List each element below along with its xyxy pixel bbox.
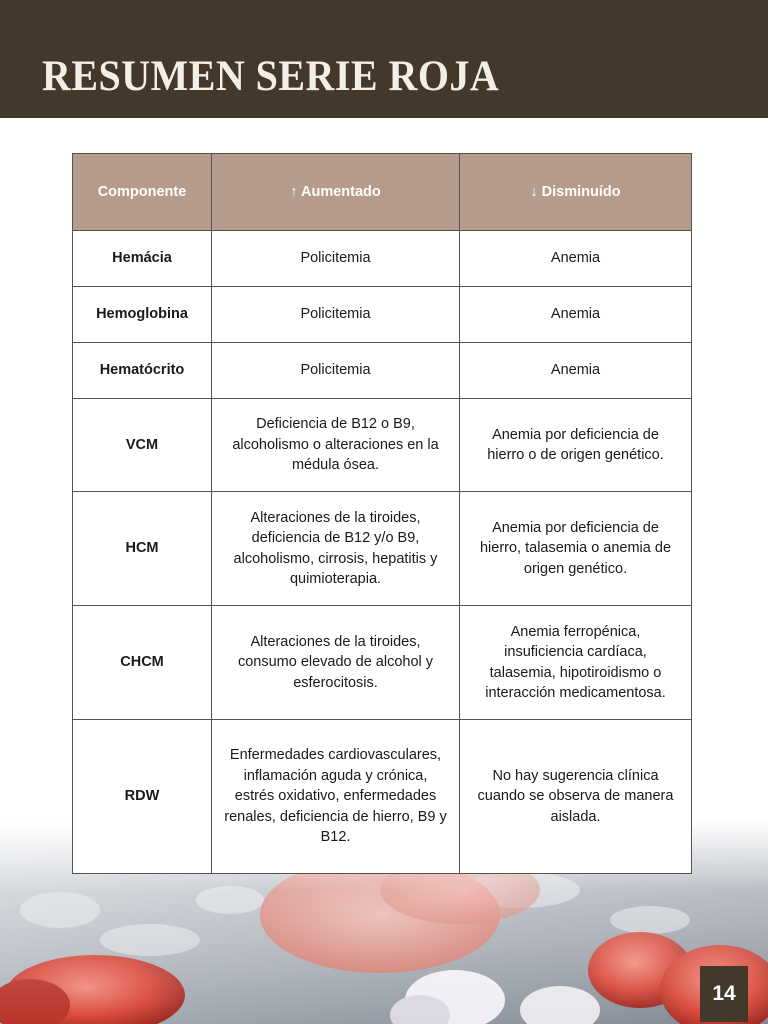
cell-disminuido: Anemia [460, 343, 692, 399]
red-series-table [72, 153, 692, 874]
table-header-row [73, 154, 692, 231]
cell-aumentado: Policitemia [212, 343, 460, 399]
cell-aumentado: Policitemia [212, 287, 460, 343]
table-row [73, 343, 692, 399]
cell-disminuido: Anemia [460, 287, 692, 343]
cell-componente: VCM [73, 399, 212, 492]
page-number: 14 [700, 966, 748, 1022]
cell-componente: HCM [73, 492, 212, 606]
cell-componente: Hematócrito [73, 343, 212, 399]
cell-componente: Hemácia [73, 231, 212, 287]
cell-componente: RDW [73, 720, 212, 874]
table-row [73, 606, 692, 720]
header-componente: Componente [73, 154, 212, 231]
cell-aumentado: Enfermedades cardiovasculares, inflamación aguda y crónica, estrés oxidativo, enfermedades renales, deficiencia de hierro, B9 y B12. [212, 720, 460, 874]
table-row [73, 399, 692, 492]
cell-disminuido: Anemia ferropénica, insuficiencia cardíaca, talasemia, hipotiroidismo o interacción medicamentosa. [460, 606, 692, 720]
cell-componente: CHCM [73, 606, 212, 720]
page-header [0, 0, 768, 118]
cell-disminuido: Anemia por deficiencia de hierro o de origen genético. [460, 399, 692, 492]
cell-aumentado: Alteraciones de la tiroides, consumo elevado de alcohol y esferocitosis. [212, 606, 460, 720]
cell-componente: Hemoglobina [73, 287, 212, 343]
cell-aumentado: Policitemia [212, 231, 460, 287]
table-row [73, 287, 692, 343]
table-row [73, 492, 692, 606]
cell-disminuido: Anemia [460, 231, 692, 287]
page-title: RESUMEN SERIE ROJA [42, 53, 500, 100]
cell-aumentado: Alteraciones de la tiroides, deficiencia de B12 y/o B9, alcoholismo, cirrosis, hepatitis y quimioterapia. [212, 492, 460, 606]
cell-aumentado: Deficiencia de B12 o B9, alcoholismo o alteraciones en la médula ósea. [212, 399, 460, 492]
header-aumentado: ↑ Aumentado [212, 154, 460, 231]
header-disminuido: ↓ Disminuído [460, 154, 692, 231]
cell-disminuido: Anemia por deficiencia de hierro, talasemia o anemia de origen genético. [460, 492, 692, 606]
table-row [73, 720, 692, 874]
cell-disminuido: No hay sugerencia clínica cuando se observa de manera aislada. [460, 720, 692, 874]
table-row [73, 231, 692, 287]
